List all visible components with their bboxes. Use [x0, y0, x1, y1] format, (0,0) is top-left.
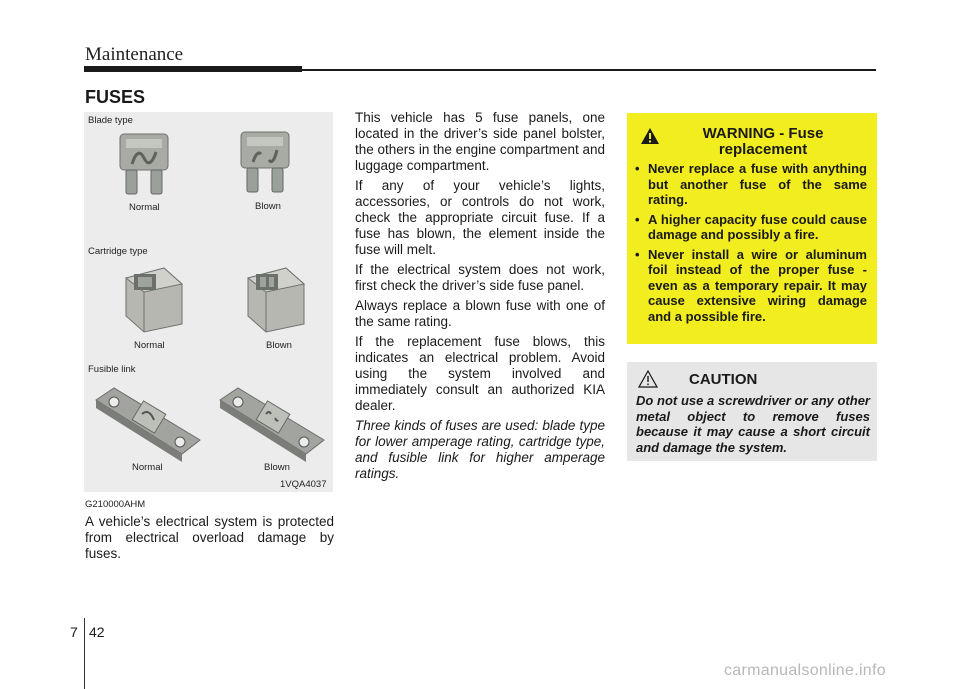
blade-fuse-normal-icon — [118, 132, 170, 198]
header-rule-thin — [302, 69, 876, 71]
cartridge-fuse-blown-icon — [242, 262, 308, 334]
blade-fuse-blown-icon — [239, 130, 291, 196]
body-text-column — [355, 110, 605, 486]
blade-blown-label: Blown — [255, 201, 281, 212]
warning-item: • Never replace a fuse with anything but another fuse of the same rating. — [635, 161, 867, 208]
body-paragraph: If any of your vehicle’s lights, accessories, or controls do not work, check the appropriate circuit fuse. If a fuse has blown, the element inside the fuse will melt. — [355, 178, 605, 257]
cartridge-type-label: Cartridge type — [88, 246, 148, 257]
caution-text: Do not use a screwdriver or any other metal object to remove fuses because it may cause a short circuit and damage the system. — [636, 393, 870, 455]
fusible-blown-label: Blown — [264, 462, 290, 473]
body-paragraph: If the replacement fuse blows, this indicates an electrical problem. Avoid using the system involved and immediately consult an authorized KIA dealer. — [355, 334, 605, 413]
cartridge-fuse-normal-icon — [120, 262, 186, 334]
caution-triangle-icon — [638, 370, 658, 388]
warning-item: • A higher capacity fuse could cause damage and possibly a fire. — [635, 212, 867, 243]
image-code: 1VQA4037 — [280, 479, 327, 490]
intro-paragraph: A vehicle’s electrical system is protected from electrical overload damage by fuses. — [85, 514, 334, 561]
warning-title: WARNING - Fuse replacement — [702, 125, 824, 158]
warning-header — [627, 126, 877, 158]
fusible-link-label: Fusible link — [88, 364, 136, 375]
cartridge-blown-label: Blown — [266, 340, 292, 351]
warning-triangle-icon — [640, 127, 660, 145]
header-title: Maintenance — [85, 44, 184, 65]
chapter-number: 7 — [70, 624, 78, 640]
fuse-types-note: Three kinds of fuses are used: blade type for lower amperage rating, cartridge type, and fusible link for higher amperage ratings. — [355, 418, 605, 481]
body-paragraph: Always replace a blown fuse with one of the same rating. — [355, 298, 605, 329]
warning-list — [635, 161, 867, 328]
fusible-normal-label: Normal — [132, 462, 163, 473]
blade-type-label: Blade type — [88, 115, 133, 126]
caution-box — [627, 362, 877, 461]
fusible-link-normal-icon — [92, 378, 204, 466]
warning-box — [627, 113, 877, 344]
caution-title: CAUTION — [689, 371, 758, 388]
page-number: 42 — [89, 624, 105, 640]
cartridge-normal-label: Normal — [134, 340, 165, 351]
figure-code: G210000AHM — [85, 499, 146, 510]
watermark: carmanualsonline.info — [724, 662, 886, 679]
body-paragraph: This vehicle has 5 fuse panels, one located in the driver’s side panel bolster, the others in the engine compartment and luggage compartment. — [355, 110, 605, 173]
blade-normal-label: Normal — [129, 202, 160, 213]
fusible-link-blown-icon — [216, 378, 328, 466]
body-paragraph: If the electrical system does not work, first check the driver’s side fuse panel. — [355, 262, 605, 293]
section-title: FUSES — [85, 87, 146, 107]
warning-item: • Never install a wire or aluminum foil instead of the proper fuse - even as a temporary repair. It may cause extensive wiring damage and a possible fire. — [635, 247, 867, 325]
header-rule-thick — [84, 66, 302, 72]
fuse-figure — [84, 112, 333, 492]
footer-divider — [84, 618, 85, 689]
